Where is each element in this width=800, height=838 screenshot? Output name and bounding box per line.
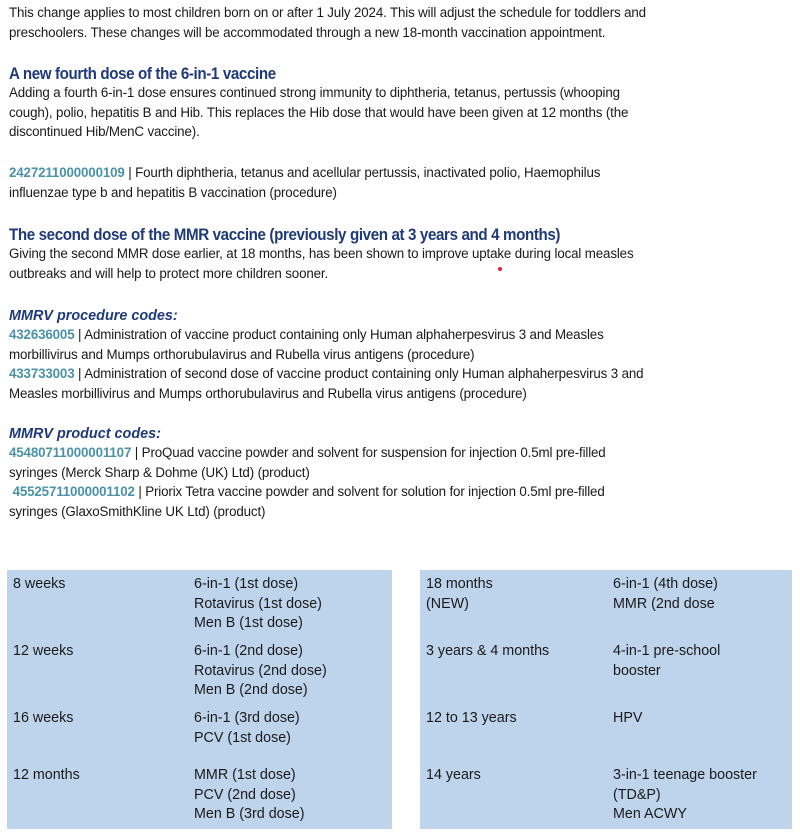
code-separator: |: [131, 445, 142, 461]
age-label: 12 to 13 years: [426, 710, 517, 726]
vaccine-item: PCV (1st dose): [194, 729, 291, 746]
code-separator: |: [74, 327, 85, 343]
paragraph-line: outbreaks and will help to protect more children sooner.: [9, 265, 329, 282]
code-separator: |: [74, 366, 85, 383]
age-label: 18 months: [426, 576, 493, 592]
code-description: influenzae type b and hepatitis B vaccination (procedure): [9, 184, 337, 201]
code-description: Administration of vaccine product containing only Human alphaherpesvirus 3 and Measles: [84, 327, 604, 343]
code-description: Measles morbillivirus and Mumps orthorubulavirus and Rubella virus antigens (procedure): [9, 385, 527, 402]
code-description: Priorix Tetra vaccine powder and solvent for solution for injection 0.5ml pre-filled: [145, 484, 605, 501]
product-codes: [9, 424, 800, 522]
age-cell: [426, 709, 517, 729]
snomed-code: 2427211000000109: [9, 165, 125, 181]
vaccine-item: MMR (2nd dose: [613, 595, 715, 612]
vaccine-item: Men B (1st dose): [194, 615, 303, 632]
section-heading: A new fourth dose of the 6-in-1 vaccine: [9, 65, 276, 83]
subheading: MMRV product codes:: [9, 426, 161, 442]
age-cell: [13, 709, 73, 729]
paragraph-line: Giving the second MMR dose earlier, at 18 months, has been shown to improve uptake during local measles: [9, 246, 634, 262]
age-cell: [13, 575, 65, 595]
paragraph-line: Adding a fourth 6-in-1 dose ensures continued strong immunity to diphtheria, tetanus, pertussis (whooping: [9, 85, 620, 101]
vaccine-cell: [194, 575, 322, 634]
vaccine-item: Men ACWY: [613, 806, 687, 823]
vaccine-cell: [613, 766, 757, 825]
code-description: syringes (Merck Sharp & Dohme (UK) Ltd) (product): [9, 464, 310, 481]
code-entry-6in1: [9, 164, 800, 203]
snomed-code: 433733003: [9, 366, 75, 383]
code-description: Fourth diphtheria, tetanus and acellular pertussis, inactivated polio, Haemophilus: [135, 165, 601, 181]
vaccine-cell: [194, 642, 327, 701]
vaccine-item: 6-in-1 (2nd dose): [194, 643, 303, 659]
vaccine-item: booster: [613, 662, 661, 679]
vaccine-cell: [194, 709, 300, 748]
age-label: 14 years: [426, 767, 481, 783]
age-label: 12 months: [13, 767, 80, 783]
vaccine-item: Men B (3rd dose): [194, 806, 305, 823]
vaccine-item: 3-in-1 teenage booster: [613, 767, 757, 783]
code-description: ProQuad vaccine powder and solvent for suspension for injection 0.5ml pre-filled: [141, 445, 606, 461]
code-line: [9, 365, 794, 385]
schedule-table-right: [420, 570, 792, 829]
snomed-code: 432636005: [9, 327, 75, 343]
age-label: 12 weeks: [13, 643, 74, 659]
intro-paragraph: [9, 4, 800, 43]
age-cell: [13, 766, 80, 786]
code-line: [9, 326, 794, 346]
code-line: [9, 483, 794, 503]
snomed-code: 45525711000001102: [12, 484, 135, 501]
intro-line: This change applies to most children born on or after 1 July 2024. This will adjust the schedule for toddlers and: [9, 5, 646, 21]
code-description: syringes (GlaxoSmithKline UK Ltd) (product): [9, 503, 266, 520]
code-entry: [9, 365, 800, 404]
vaccine-item: Rotavirus (1st dose): [194, 595, 322, 612]
code-line: [9, 164, 794, 184]
section-6in1: [9, 64, 800, 143]
paragraph-line: discontinued Hib/MenC vaccine).: [9, 124, 200, 141]
age-label: 16 weeks: [13, 710, 74, 726]
paragraph-line: cough), polio, hepatitis B and Hib. This replaces the Hib dose that would have been given at 12 months (the: [9, 104, 629, 121]
age-cell: [426, 766, 481, 786]
vaccine-item: 6-in-1 (1st dose): [194, 576, 299, 592]
procedure-codes: [9, 306, 800, 404]
code-separator: |: [124, 165, 136, 181]
vaccine-item: 4-in-1 pre-school: [613, 643, 721, 659]
vaccine-cell: [613, 709, 642, 729]
code-line: [9, 444, 794, 464]
vaccine-item: 6-in-1 (3rd dose): [194, 710, 300, 726]
annotation-marker: [498, 267, 502, 271]
section-mmr: [9, 225, 800, 284]
vaccine-cell: [613, 642, 720, 681]
code-entry: [9, 326, 800, 365]
age-cell: [426, 642, 549, 662]
snomed-code: 45480711000001107: [9, 445, 132, 461]
vaccine-item: HPV: [613, 710, 643, 726]
code-entry: [9, 444, 800, 483]
code-description: morbillivirus and Mumps orthorubulavirus and Rubella virus antigens (procedure): [9, 346, 475, 363]
section-heading: The second dose of the MMR vaccine (previously given at 3 years and 4 months): [9, 226, 561, 244]
intro-line: preschoolers. These changes will be accommodated through a new 18-month vaccination appointment.: [9, 24, 606, 41]
vaccine-item: PCV (2nd dose): [194, 786, 296, 803]
vaccine-item: MMR (1st dose): [194, 767, 296, 783]
vaccine-item: 6-in-1 (4th dose): [613, 576, 718, 592]
age-cell: [13, 642, 73, 662]
vaccine-item: (TD&P): [613, 786, 661, 803]
code-entry: [9, 483, 800, 522]
vaccine-cell: [613, 575, 718, 614]
age-cell: [426, 575, 493, 614]
age-label: 8 weeks: [13, 576, 66, 592]
age-label: 3 years & 4 months: [426, 643, 550, 659]
schedule-table-left: [7, 570, 392, 829]
code-separator: |: [134, 484, 146, 501]
vaccine-item: Men B (2nd dose): [194, 682, 308, 699]
age-label: (NEW): [426, 595, 469, 612]
code-description: Administration of second dose of vaccine product containing only Human alphaherpesvirus 3 and: [84, 366, 644, 383]
vaccine-item: Rotavirus (2nd dose): [194, 662, 327, 679]
subheading: MMRV procedure codes:: [9, 308, 178, 324]
vaccine-cell: [194, 766, 304, 825]
